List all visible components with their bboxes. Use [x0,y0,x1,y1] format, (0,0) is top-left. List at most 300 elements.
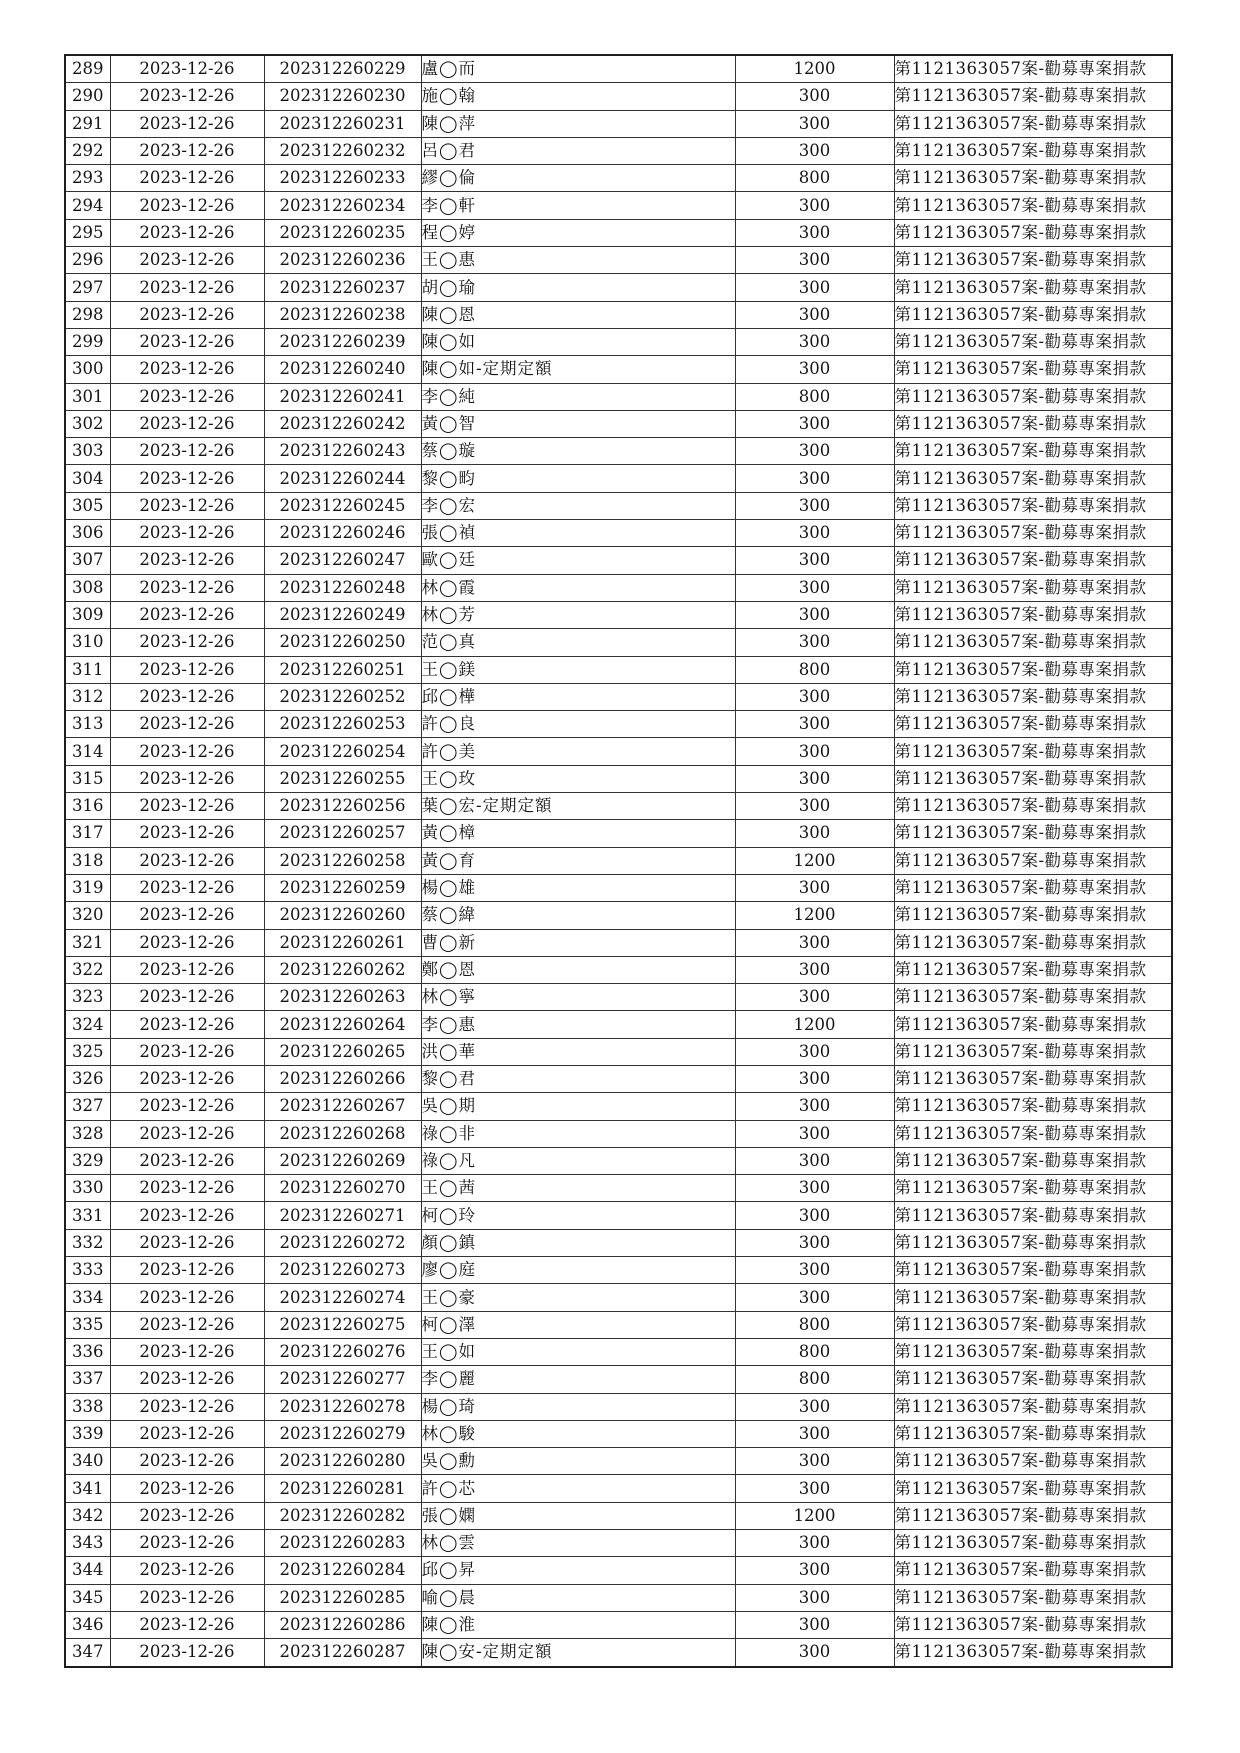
donation-date: 2023-12-26 [110,738,264,765]
row-number: 333 [65,1257,110,1284]
receipt-number: 202312260258 [264,847,421,874]
table-row [65,1475,1172,1502]
donation-purpose: 第1121363057案-勸募專案捐款 [894,874,1172,901]
donation-purpose: 第1121363057案-勸募專案捐款 [894,1639,1172,1667]
donation-purpose: 第1121363057案-勸募專案捐款 [894,1093,1172,1120]
row-number: 323 [65,984,110,1011]
donation-date: 2023-12-26 [110,656,264,683]
donor-name: 李◯純 [421,383,735,410]
row-number: 320 [65,902,110,929]
receipt-number: 202312260241 [264,383,421,410]
donation-date: 2023-12-26 [110,1393,264,1420]
receipt-number: 202312260232 [264,137,421,164]
donation-purpose: 第1121363057案-勸募專案捐款 [894,192,1172,219]
receipt-number: 202312260244 [264,465,421,492]
donation-amount: 300 [735,492,894,519]
row-number: 338 [65,1393,110,1420]
row-number: 296 [65,247,110,274]
donation-purpose: 第1121363057案-勸募專案捐款 [894,1311,1172,1338]
receipt-number: 202312260283 [264,1530,421,1557]
donation-purpose: 第1121363057案-勸募專案捐款 [894,738,1172,765]
donor-name: 蔡◯緯 [421,902,735,929]
donation-purpose: 第1121363057案-勸募專案捐款 [894,711,1172,738]
row-number: 346 [65,1611,110,1638]
donation-purpose: 第1121363057案-勸募專案捐款 [894,656,1172,683]
donor-name: 李◯軒 [421,192,735,219]
donation-purpose: 第1121363057案-勸募專案捐款 [894,1284,1172,1311]
table-row [65,356,1172,383]
donation-purpose: 第1121363057案-勸募專案捐款 [894,55,1172,83]
table-row [65,383,1172,410]
table-row [65,1011,1172,1038]
donation-date: 2023-12-26 [110,1311,264,1338]
donor-name: 楊◯琦 [421,1393,735,1420]
donation-amount: 300 [735,629,894,656]
row-number: 300 [65,356,110,383]
row-number: 304 [65,465,110,492]
donor-name: 范◯真 [421,629,735,656]
donation-date: 2023-12-26 [110,1338,264,1365]
table-row [65,547,1172,574]
donor-name: 柯◯玲 [421,1202,735,1229]
donation-date: 2023-12-26 [110,1093,264,1120]
donation-amount: 300 [735,465,894,492]
receipt-number: 202312260259 [264,874,421,901]
donation-purpose: 第1121363057案-勸募專案捐款 [894,219,1172,246]
receipt-number: 202312260273 [264,1257,421,1284]
donor-name: 邱◯樺 [421,683,735,710]
receipt-number: 202312260233 [264,165,421,192]
donation-date: 2023-12-26 [110,55,264,83]
donation-amount: 300 [735,1639,894,1667]
donation-purpose: 第1121363057案-勸募專案捐款 [894,328,1172,355]
table-row [65,1393,1172,1420]
donor-name: 祿◯凡 [421,1147,735,1174]
receipt-number: 202312260270 [264,1175,421,1202]
row-number: 316 [65,793,110,820]
donor-name: 歐◯廷 [421,547,735,574]
table-row [65,1448,1172,1475]
donation-date: 2023-12-26 [110,1147,264,1174]
donor-name: 祿◯非 [421,1120,735,1147]
receipt-number: 202312260279 [264,1420,421,1447]
row-number: 336 [65,1338,110,1365]
donation-purpose: 第1121363057案-勸募專案捐款 [894,1611,1172,1638]
table-row [65,574,1172,601]
donation-amount: 300 [735,1257,894,1284]
donation-purpose: 第1121363057案-勸募專案捐款 [894,1338,1172,1365]
donation-purpose: 第1121363057案-勸募專案捐款 [894,1202,1172,1229]
table-row [65,465,1172,492]
donation-amount: 300 [735,1175,894,1202]
donation-amount: 800 [735,1338,894,1365]
donation-purpose: 第1121363057案-勸募專案捐款 [894,137,1172,164]
donation-amount: 300 [735,520,894,547]
receipt-number: 202312260268 [264,1120,421,1147]
donation-amount: 300 [735,711,894,738]
donation-amount: 300 [735,1557,894,1584]
row-number: 328 [65,1120,110,1147]
table-row [65,738,1172,765]
donor-name: 呂◯君 [421,137,735,164]
donation-amount: 300 [735,1202,894,1229]
row-number: 322 [65,956,110,983]
donation-amount: 800 [735,656,894,683]
table-row [65,438,1172,465]
donation-date: 2023-12-26 [110,574,264,601]
donation-table-body [65,55,1172,1667]
donation-purpose: 第1121363057案-勸募專案捐款 [894,438,1172,465]
donation-date: 2023-12-26 [110,192,264,219]
donation-purpose: 第1121363057案-勸募專案捐款 [894,247,1172,274]
receipt-number: 202312260239 [264,328,421,355]
donor-name: 繆◯倫 [421,165,735,192]
row-number: 290 [65,83,110,110]
row-number: 294 [65,192,110,219]
table-row [65,1338,1172,1365]
donation-date: 2023-12-26 [110,1284,264,1311]
receipt-number: 202312260245 [264,492,421,519]
donation-date: 2023-12-26 [110,219,264,246]
row-number: 326 [65,1065,110,1092]
table-row [65,874,1172,901]
table-row [65,1257,1172,1284]
donation-amount: 300 [735,738,894,765]
table-row [65,820,1172,847]
donor-name: 林◯雲 [421,1530,735,1557]
donation-purpose: 第1121363057案-勸募專案捐款 [894,1557,1172,1584]
table-row [65,1311,1172,1338]
receipt-number: 202312260276 [264,1338,421,1365]
receipt-number: 202312260251 [264,656,421,683]
donation-amount: 300 [735,356,894,383]
donation-date: 2023-12-26 [110,356,264,383]
receipt-number: 202312260262 [264,956,421,983]
row-number: 302 [65,410,110,437]
row-number: 289 [65,55,110,83]
donation-date: 2023-12-26 [110,847,264,874]
donor-name: 陳◯萍 [421,110,735,137]
donation-amount: 300 [735,874,894,901]
receipt-number: 202312260282 [264,1502,421,1529]
donor-name: 吳◯期 [421,1093,735,1120]
donation-amount: 800 [735,165,894,192]
donation-amount: 1200 [735,847,894,874]
donation-purpose: 第1121363057案-勸募專案捐款 [894,383,1172,410]
row-number: 347 [65,1639,110,1667]
receipt-number: 202312260267 [264,1093,421,1120]
row-number: 341 [65,1475,110,1502]
donor-name: 黎◯畇 [421,465,735,492]
donation-purpose: 第1121363057案-勸募專案捐款 [894,165,1172,192]
donor-name: 王◯如 [421,1338,735,1365]
donation-purpose: 第1121363057案-勸募專案捐款 [894,1147,1172,1174]
donation-purpose: 第1121363057案-勸募專案捐款 [894,465,1172,492]
donation-date: 2023-12-26 [110,874,264,901]
row-number: 330 [65,1175,110,1202]
donor-name: 施◯翰 [421,83,735,110]
donor-name: 柯◯澤 [421,1311,735,1338]
receipt-number: 202312260234 [264,192,421,219]
donation-purpose: 第1121363057案-勸募專案捐款 [894,574,1172,601]
donation-purpose: 第1121363057案-勸募專案捐款 [894,492,1172,519]
donor-name: 洪◯華 [421,1038,735,1065]
row-number: 318 [65,847,110,874]
donor-name: 林◯芳 [421,601,735,628]
donation-amount: 300 [735,1611,894,1638]
donation-amount: 300 [735,1448,894,1475]
donation-purpose: 第1121363057案-勸募專案捐款 [894,847,1172,874]
row-number: 299 [65,328,110,355]
receipt-number: 202312260280 [264,1448,421,1475]
row-number: 343 [65,1530,110,1557]
receipt-number: 202312260287 [264,1639,421,1667]
table-row [65,1202,1172,1229]
receipt-number: 202312260229 [264,55,421,83]
receipt-number: 202312260257 [264,820,421,847]
table-row [65,683,1172,710]
donation-purpose: 第1121363057案-勸募專案捐款 [894,793,1172,820]
donation-date: 2023-12-26 [110,956,264,983]
row-number: 340 [65,1448,110,1475]
donor-name: 胡◯瑜 [421,274,735,301]
donation-date: 2023-12-26 [110,1175,264,1202]
receipt-number: 202312260272 [264,1229,421,1256]
table-row [65,301,1172,328]
donation-purpose: 第1121363057案-勸募專案捐款 [894,1120,1172,1147]
donor-name: 許◯良 [421,711,735,738]
donation-date: 2023-12-26 [110,984,264,1011]
row-number: 307 [65,547,110,574]
donation-amount: 300 [735,219,894,246]
row-number: 319 [65,874,110,901]
donation-purpose: 第1121363057案-勸募專案捐款 [894,1448,1172,1475]
donation-amount: 300 [735,301,894,328]
donation-date: 2023-12-26 [110,1530,264,1557]
table-row [65,1366,1172,1393]
donation-amount: 300 [735,328,894,355]
donor-name: 李◯惠 [421,1011,735,1038]
donor-name: 陳◯恩 [421,301,735,328]
table-row [65,984,1172,1011]
donation-amount: 800 [735,383,894,410]
donor-name: 黃◯育 [421,847,735,874]
donation-purpose: 第1121363057案-勸募專案捐款 [894,1065,1172,1092]
row-number: 293 [65,165,110,192]
receipt-number: 202312260231 [264,110,421,137]
table-row [65,902,1172,929]
donation-amount: 300 [735,1147,894,1174]
donation-purpose: 第1121363057案-勸募專案捐款 [894,83,1172,110]
row-number: 335 [65,1311,110,1338]
receipt-number: 202312260264 [264,1011,421,1038]
receipt-number: 202312260269 [264,1147,421,1174]
donation-amount: 300 [735,1420,894,1447]
row-number: 334 [65,1284,110,1311]
table-row [65,1584,1172,1611]
donation-amount: 300 [735,274,894,301]
donation-purpose: 第1121363057案-勸募專案捐款 [894,1257,1172,1284]
receipt-number: 202312260230 [264,83,421,110]
receipt-number: 202312260255 [264,765,421,792]
donation-amount: 300 [735,765,894,792]
donor-name: 王◯豪 [421,1284,735,1311]
row-number: 321 [65,929,110,956]
donation-date: 2023-12-26 [110,110,264,137]
row-number: 295 [65,219,110,246]
donation-purpose: 第1121363057案-勸募專案捐款 [894,410,1172,437]
table-row [65,247,1172,274]
table-row [65,1611,1172,1638]
table-row [65,601,1172,628]
receipt-number: 202312260252 [264,683,421,710]
receipt-number: 202312260286 [264,1611,421,1638]
table-row [65,1420,1172,1447]
donation-amount: 300 [735,1229,894,1256]
receipt-number: 202312260243 [264,438,421,465]
donation-amount: 300 [735,1093,894,1120]
donor-name: 黎◯君 [421,1065,735,1092]
row-number: 342 [65,1502,110,1529]
row-number: 305 [65,492,110,519]
row-number: 298 [65,301,110,328]
table-row [65,1229,1172,1256]
donation-date: 2023-12-26 [110,410,264,437]
table-row [65,929,1172,956]
donation-purpose: 第1121363057案-勸募專案捐款 [894,929,1172,956]
donation-purpose: 第1121363057案-勸募專案捐款 [894,110,1172,137]
donation-purpose: 第1121363057案-勸募專案捐款 [894,1584,1172,1611]
donation-amount: 300 [735,83,894,110]
donation-purpose: 第1121363057案-勸募專案捐款 [894,601,1172,628]
donation-amount: 300 [735,956,894,983]
donor-name: 王◯茜 [421,1175,735,1202]
donor-name: 李◯麗 [421,1366,735,1393]
table-row [65,1120,1172,1147]
donor-name: 鄭◯恩 [421,956,735,983]
donor-name: 王◯鎂 [421,656,735,683]
row-number: 309 [65,601,110,628]
donation-amount: 300 [735,793,894,820]
donation-date: 2023-12-26 [110,247,264,274]
donation-amount: 300 [735,1120,894,1147]
receipt-number: 202312260285 [264,1584,421,1611]
donation-date: 2023-12-26 [110,520,264,547]
donation-purpose: 第1121363057案-勸募專案捐款 [894,1175,1172,1202]
receipt-number: 202312260242 [264,410,421,437]
donation-amount: 1200 [735,902,894,929]
donation-date: 2023-12-26 [110,1038,264,1065]
table-row [65,328,1172,355]
donation-date: 2023-12-26 [110,820,264,847]
donation-amount: 300 [735,1393,894,1420]
donation-purpose: 第1121363057案-勸募專案捐款 [894,765,1172,792]
table-row [65,1147,1172,1174]
donation-purpose: 第1121363057案-勸募專案捐款 [894,547,1172,574]
donor-name: 林◯駿 [421,1420,735,1447]
donation-date: 2023-12-26 [110,465,264,492]
donation-amount: 1200 [735,1502,894,1529]
receipt-number: 202312260250 [264,629,421,656]
donation-purpose: 第1121363057案-勸募專案捐款 [894,356,1172,383]
table-row [65,1175,1172,1202]
receipt-number: 202312260274 [264,1284,421,1311]
row-number: 306 [65,520,110,547]
receipt-number: 202312260236 [264,247,421,274]
receipt-number: 202312260237 [264,274,421,301]
table-row [65,765,1172,792]
donation-amount: 300 [735,1530,894,1557]
donation-purpose: 第1121363057案-勸募專案捐款 [894,1475,1172,1502]
donation-table [64,54,1173,1668]
row-number: 315 [65,765,110,792]
table-row [65,137,1172,164]
table-row [65,274,1172,301]
donation-purpose: 第1121363057案-勸募專案捐款 [894,301,1172,328]
donation-date: 2023-12-26 [110,629,264,656]
donation-purpose: 第1121363057案-勸募專案捐款 [894,1038,1172,1065]
donation-date: 2023-12-26 [110,1011,264,1038]
table-row [65,629,1172,656]
row-number: 324 [65,1011,110,1038]
donation-amount: 1200 [735,55,894,83]
table-row [65,847,1172,874]
donor-name: 王◯玫 [421,765,735,792]
table-row [65,1038,1172,1065]
donation-date: 2023-12-26 [110,301,264,328]
row-number: 314 [65,738,110,765]
donation-date: 2023-12-26 [110,165,264,192]
receipt-number: 202312260275 [264,1311,421,1338]
donor-name: 林◯霞 [421,574,735,601]
donation-date: 2023-12-26 [110,492,264,519]
donation-amount: 300 [735,1038,894,1065]
donation-amount: 300 [735,1284,894,1311]
donation-amount: 300 [735,574,894,601]
donor-name: 黃◯智 [421,410,735,437]
donation-amount: 300 [735,547,894,574]
receipt-number: 202312260261 [264,929,421,956]
row-number: 327 [65,1093,110,1120]
receipt-number: 202312260254 [264,738,421,765]
row-number: 339 [65,1420,110,1447]
donation-date: 2023-12-26 [110,83,264,110]
donation-amount: 300 [735,110,894,137]
donor-name: 葉◯宏-定期定額 [421,793,735,820]
receipt-number: 202312260247 [264,547,421,574]
donation-amount: 300 [735,1475,894,1502]
donation-date: 2023-12-26 [110,711,264,738]
donation-amount: 300 [735,601,894,628]
donation-amount: 300 [735,1065,894,1092]
row-number: 345 [65,1584,110,1611]
row-number: 297 [65,274,110,301]
donor-name: 盧◯而 [421,55,735,83]
row-number: 329 [65,1147,110,1174]
receipt-number: 202312260246 [264,520,421,547]
donation-date: 2023-12-26 [110,137,264,164]
row-number: 311 [65,656,110,683]
donor-name: 陳◯如 [421,328,735,355]
donor-name: 林◯寧 [421,984,735,1011]
donor-name: 陳◯淮 [421,1611,735,1638]
table-row [65,1530,1172,1557]
donor-name: 程◯婷 [421,219,735,246]
table-row [65,1502,1172,1529]
receipt-number: 202312260248 [264,574,421,601]
donor-name: 許◯芯 [421,1475,735,1502]
table-row [65,192,1172,219]
